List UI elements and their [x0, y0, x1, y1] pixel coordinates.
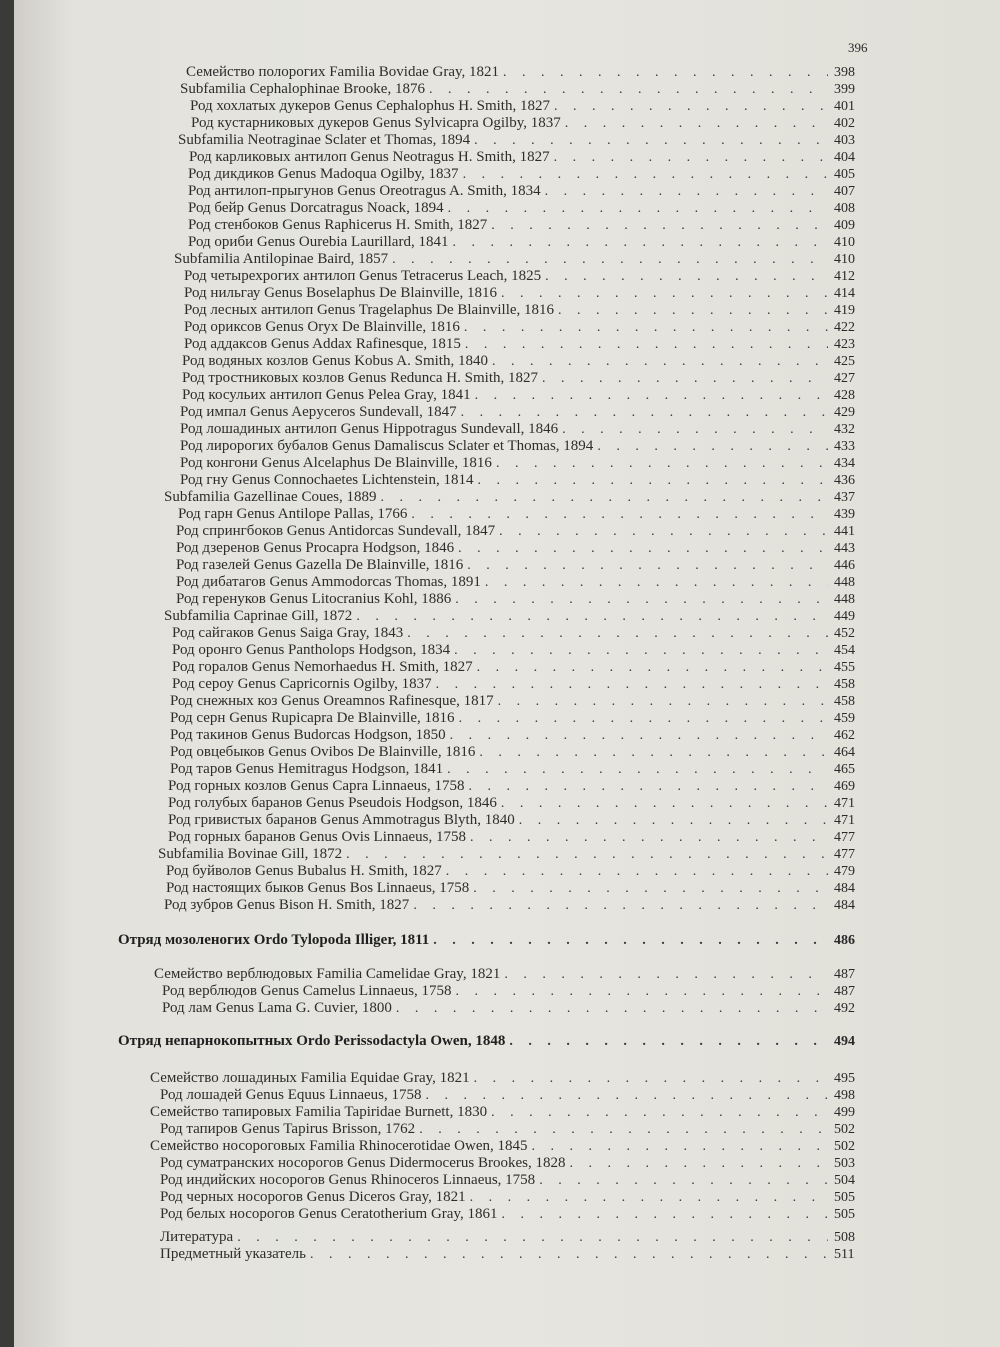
toc-entry-page: 505: [834, 1190, 855, 1205]
toc-entry-page: 446: [834, 558, 855, 573]
toc-entry: [166, 880, 874, 897]
toc-entry-title: Семейство верблюдовых Familia Camelidae Gray, 1821: [154, 966, 501, 982]
toc-entry: [150, 1138, 874, 1155]
toc-entry-page: 503: [834, 1156, 855, 1171]
dot-leader: [450, 727, 828, 744]
toc-entry: [180, 421, 874, 438]
toc-entry-page: 508: [834, 1230, 855, 1245]
dot-leader: [463, 166, 828, 183]
toc-entry: [174, 251, 874, 268]
toc-entry: [182, 387, 874, 404]
toc-entry-page: 455: [834, 660, 855, 675]
toc-entry-title: Род голубых баранов Genus Pseudois Hodgson, 1846: [168, 795, 497, 811]
dot-leader: [455, 591, 828, 608]
toc-entry-title: Род спрингбоков Genus Antidorcas Sundevall, 1847: [176, 523, 496, 539]
dot-leader: [501, 285, 828, 302]
toc-entry-page: 499: [834, 1105, 855, 1120]
toc-entry-page: 443: [834, 541, 855, 556]
dot-leader: [492, 353, 828, 370]
dot-leader: [461, 404, 828, 421]
toc-entry-title: Семейство полорогих Familia Bovidae Gray, 1821: [186, 64, 500, 80]
dot-leader: [532, 1138, 829, 1155]
toc-entry-title: Род антилоп-прыгунов Genus Oreotragus A. Smith, 1834: [188, 183, 541, 199]
toc-entry-page: 477: [834, 847, 855, 862]
toc-entry-page: 498: [834, 1088, 855, 1103]
toc-entry-page: 423: [834, 337, 855, 352]
dot-leader: [468, 778, 828, 795]
toc-entry: [180, 81, 874, 98]
toc-entry-page: 448: [834, 575, 855, 590]
dot-leader: [470, 829, 828, 846]
dot-leader: [419, 1121, 828, 1138]
toc-entry-title: Род четырехрогих антилоп Genus Tetracerus Leach, 1825: [184, 268, 542, 284]
toc-entry-title: Род снежных коз Genus Oreamnos Rafinesque, 1817: [170, 693, 494, 709]
toc-entry: [189, 149, 874, 166]
toc-entry-page: 469: [834, 779, 855, 794]
toc-entry-page: 414: [834, 286, 855, 301]
dot-leader: [545, 268, 828, 285]
toc-entry-page: 434: [834, 456, 855, 471]
dot-leader: [597, 438, 828, 455]
toc-entry-page: 449: [834, 609, 855, 624]
dot-leader: [562, 421, 828, 438]
toc-entry: [188, 166, 874, 183]
book-page: [14, 0, 1000, 1347]
dot-leader: [477, 472, 828, 489]
toc-entry: [160, 1246, 874, 1263]
toc-entry-page: 471: [834, 796, 855, 811]
toc-entry-title: Род суматранских носорогов Genus Didermocerus Brookes, 1828: [160, 1155, 566, 1171]
toc-entry-title: Род лиророгих бубалов Genus Damaliscus Sclater et Thomas, 1894: [180, 438, 594, 454]
toc-entry-title: Род тапиров Genus Tapirus Brisson, 1762: [160, 1121, 416, 1137]
toc-entry-page: 462: [834, 728, 855, 743]
toc-entry-page: 452: [834, 626, 855, 641]
toc-entry: [160, 1189, 874, 1206]
toc-entry: [164, 608, 874, 625]
dot-leader: [433, 932, 828, 949]
toc-entry-page: 502: [834, 1122, 855, 1137]
toc-entry-title: Род верблюдов Genus Camelus Linnaeus, 1758: [162, 983, 452, 999]
dot-leader: [473, 880, 828, 897]
toc-entry-title: Род буйволов Genus Bubalus H. Smith, 1827: [166, 863, 442, 879]
dot-leader: [458, 540, 828, 557]
toc-entry-title: Род серн Genus Rupicapra De Blainville, 1816: [170, 710, 455, 726]
toc-entry: [160, 1229, 874, 1246]
toc-entry: [186, 64, 874, 81]
dot-leader: [454, 642, 828, 659]
toc-entry: [188, 200, 874, 217]
toc-entry: [180, 472, 874, 489]
toc-entry: [162, 983, 874, 1000]
toc-entry-title: Род косульих антилоп Genus Pelea Gray, 1841: [182, 387, 471, 403]
toc-entry-title: Род лошадей Genus Equus Linnaeus, 1758: [160, 1087, 422, 1103]
toc-entry: [176, 574, 874, 591]
dot-leader: [475, 387, 828, 404]
dot-leader: [407, 625, 828, 642]
toc-entry-title: Род оронго Genus Pantholops Hodgson, 1834: [172, 642, 451, 658]
dot-leader: [539, 1172, 828, 1189]
toc-entry: [160, 1087, 874, 1104]
dot-leader: [565, 115, 828, 132]
dot-leader: [459, 710, 828, 727]
toc-entry-page: 432: [834, 422, 855, 437]
toc-entry: [168, 778, 874, 795]
toc-entry-title: Subfamilia Antilopinae Baird, 1857: [174, 251, 389, 267]
toc-entry-title: Род кустарниковых дукеров Genus Sylvicapra Ogilby, 1837: [191, 115, 561, 131]
toc-entry-title: Род гну Genus Connochaetes Lichtenstein, 1814: [180, 472, 474, 488]
dot-leader: [448, 200, 828, 217]
toc-entry-title: Subfamilia Gazellinae Coues, 1889: [164, 489, 377, 505]
toc-entry-title: Род зубров Genus Bison H. Smith, 1827: [164, 897, 410, 913]
toc-entry-page: 504: [834, 1173, 855, 1188]
toc-entry-page: 486: [834, 933, 855, 948]
dot-leader: [499, 523, 828, 540]
toc-entry-page: 492: [834, 1001, 855, 1016]
toc-entry-title: Род хохлатых дукеров Genus Cephalophus H. Smith, 1827: [190, 98, 550, 114]
toc-entry: [176, 591, 874, 608]
toc-entry: [154, 966, 874, 983]
toc-entry-page: 458: [834, 694, 855, 709]
dot-leader: [446, 863, 828, 880]
dot-leader: [509, 1033, 828, 1050]
toc-entry: [184, 319, 874, 336]
toc-entry-page: 433: [834, 439, 855, 454]
toc-entry: [188, 217, 874, 234]
toc-entry-title: Род горных козлов Genus Capra Linnaeus, 1758: [168, 778, 465, 794]
dot-leader: [498, 693, 828, 710]
dot-leader: [503, 64, 828, 81]
toc-entry-page: 484: [834, 881, 855, 896]
toc-entry-title: Род конгони Genus Alcelaphus De Blainville, 1816: [180, 455, 492, 471]
toc-entry-page: 441: [834, 524, 855, 539]
toc-entry-title: Род овцебыков Genus Ovibos De Blainville, 1816: [170, 744, 476, 760]
toc-entry: [180, 438, 874, 455]
toc-entry-page: 425: [834, 354, 855, 369]
toc-entry-title: Род лошадиных антилоп Genus Hippotragus Sundevall, 1846: [180, 421, 559, 437]
toc-entry: [184, 302, 874, 319]
toc-order-entry: [118, 1033, 874, 1050]
dot-leader: [485, 574, 828, 591]
toc-entry-page: 427: [834, 371, 855, 386]
toc-entry-page: 419: [834, 303, 855, 318]
dot-leader: [310, 1246, 828, 1263]
top-page-number: 396: [848, 40, 868, 55]
dot-leader: [542, 370, 828, 387]
toc-entry-page: 408: [834, 201, 855, 216]
toc-entry: [164, 897, 874, 914]
toc-entry-title: Род дибатагов Genus Ammodorcas Thomas, 1891: [176, 574, 481, 590]
toc-entry-title: Род дзеренов Genus Procapra Hodgson, 1846: [176, 540, 455, 556]
toc-entry: [170, 744, 874, 761]
toc-entry-page: 403: [834, 133, 855, 148]
toc-entry-title: Род белых носорогов Genus Ceratotherium Gray, 1861: [160, 1206, 498, 1222]
toc-order-entry: [118, 932, 874, 949]
toc-entry-title: Семейство лошадиных Familia Equidae Gray, 1821: [150, 1070, 470, 1086]
dot-leader: [470, 1189, 828, 1206]
toc-entry-title: Род аддаксов Genus Addax Rafinesque, 1815: [184, 336, 461, 352]
dot-leader: [464, 319, 828, 336]
toc-entry-page: 471: [834, 813, 855, 828]
dot-leader: [491, 217, 828, 234]
toc-entry: [160, 1155, 874, 1172]
toc-entry-page: 484: [834, 898, 855, 913]
toc-entry-page: 428: [834, 388, 855, 403]
toc-entry-title: Род водяных козлов Genus Kobus A. Smith, 1840: [182, 353, 488, 369]
toc-entry-title: Род настоящих быков Genus Bos Linnaeus, 1758: [166, 880, 470, 896]
dot-leader: [396, 1000, 828, 1017]
toc-entry-page: 458: [834, 677, 855, 692]
toc-entry-page: 429: [834, 405, 855, 420]
toc-entry-page: 410: [834, 252, 855, 267]
toc-entry-title: Род геренуков Genus Litocranius Kohl, 1886: [176, 591, 452, 607]
toc-entry: [184, 285, 874, 302]
toc-entry-page: 399: [834, 82, 855, 97]
toc-entry-title: Subfamilia Caprinae Gill, 1872: [164, 608, 353, 624]
toc-entry: [160, 1206, 874, 1223]
dot-leader: [554, 149, 828, 166]
toc-entry: [182, 370, 874, 387]
dot-leader: [456, 983, 828, 1000]
toc-entry-page: 412: [834, 269, 855, 284]
toc-entry-title: Род лесных антилоп Genus Tragelaphus De Blainville, 1816: [184, 302, 555, 318]
toc-entry: [172, 625, 874, 642]
dot-leader: [501, 1206, 828, 1223]
toc-entry-page: 398: [834, 65, 855, 80]
toc-entry-title: Род карликовых антилоп Genus Neotragus H. Smith, 1827: [189, 149, 550, 165]
toc-entry-page: 464: [834, 745, 855, 760]
toc-entry-title: Род черных носорогов Genus Diceros Gray, 1821: [160, 1189, 466, 1205]
dot-leader: [380, 489, 828, 506]
dot-leader: [501, 795, 828, 812]
toc-entry-title: Subfamilia Cephalophinae Brooke, 1876: [180, 81, 425, 97]
toc-entry: [168, 812, 874, 829]
toc-entry-title: Отряд непарнокопытных Ordo Perissodactyla Owen, 1848: [118, 1033, 506, 1049]
toc-entry-title: Subfamilia Bovinae Gill, 1872: [158, 846, 343, 862]
toc-entry: [162, 1000, 874, 1017]
dot-leader: [504, 966, 828, 983]
toc-entry-title: Литература: [160, 1229, 234, 1245]
toc-entry: [184, 336, 874, 353]
toc-entry-page: 502: [834, 1139, 855, 1154]
toc-entry-page: 505: [834, 1207, 855, 1222]
toc-entry-title: Род тростниковых козлов Genus Redunca H. Smith, 1827: [182, 370, 538, 386]
dot-leader: [569, 1155, 828, 1172]
dot-leader: [474, 132, 828, 149]
toc-entry-title: Род стенбоков Genus Raphicerus H. Smith, 1827: [188, 217, 488, 233]
toc-entry-page: 477: [834, 830, 855, 845]
toc-entry: [180, 404, 874, 421]
toc-entry: [191, 115, 874, 132]
toc-entry: [170, 710, 874, 727]
dot-leader: [447, 761, 828, 778]
toc-entry-page: 437: [834, 490, 855, 505]
toc-entry-title: Subfamilia Neotraginae Sclater et Thomas, 1894: [178, 132, 471, 148]
toc-entry: [180, 455, 874, 472]
dot-leader: [474, 1070, 828, 1087]
toc-entry-title: Предметный указатель: [160, 1246, 306, 1262]
toc-entry: [150, 1070, 874, 1087]
toc-entry: [150, 1104, 874, 1121]
dot-leader: [413, 897, 828, 914]
toc-entry: [168, 795, 874, 812]
toc-entry-page: 410: [834, 235, 855, 250]
toc-entry: [164, 489, 874, 506]
toc-entry: [172, 676, 874, 693]
toc-entry-title: Семейство тапировых Familia Tapiridae Burnett, 1830: [150, 1104, 488, 1120]
dot-leader: [237, 1229, 828, 1246]
toc-entry-page: 459: [834, 711, 855, 726]
toc-entry-title: Род импал Genus Aepyceros Sundevall, 1847: [180, 404, 457, 420]
dot-leader: [496, 455, 828, 472]
toc-entry-page: 407: [834, 184, 855, 199]
toc-entry: [172, 642, 874, 659]
toc-entry-page: 448: [834, 592, 855, 607]
toc-entry: [190, 98, 874, 115]
toc-entry-title: Род нильгау Genus Boselaphus De Blainville, 1816: [184, 285, 497, 301]
toc-entry-page: 454: [834, 643, 855, 658]
toc-entry-title: Род горных баранов Genus Ovis Linnaeus, 1758: [168, 829, 467, 845]
toc-entry: [160, 1121, 874, 1138]
toc-entry-page: 494: [834, 1034, 855, 1049]
toc-entry: [176, 557, 874, 574]
dot-leader: [426, 1087, 829, 1104]
toc-entry-page: 487: [834, 984, 855, 999]
dot-leader: [477, 659, 828, 676]
toc-entry: [188, 234, 874, 251]
toc-entry-page: 409: [834, 218, 855, 233]
toc-entry-page: 465: [834, 762, 855, 777]
toc-entry-title: Род гривистых баранов Genus Ammotragus Blyth, 1840: [168, 812, 515, 828]
dot-leader: [467, 557, 828, 574]
dot-leader: [519, 812, 828, 829]
toc-entry-title: Род дикдиков Genus Madoqua Ogilby, 1837: [188, 166, 459, 182]
dot-leader: [436, 676, 828, 693]
toc-entry-title: Род таров Genus Hemitragus Hodgson, 1841: [170, 761, 444, 777]
toc-entry-title: Семейство носороговых Familia Rhinocerotidae Owen, 1845: [150, 1138, 528, 1154]
toc-entry-title: Род сайгаков Genus Saiga Gray, 1843: [172, 625, 404, 641]
toc-entry: [158, 846, 874, 863]
toc-entry: [184, 268, 874, 285]
toc-entry: [166, 863, 874, 880]
toc-entry: [160, 1172, 874, 1189]
dot-leader: [479, 744, 828, 761]
toc-entry-title: Род сероу Genus Capricornis Ogilby, 1837: [172, 676, 432, 692]
toc-entry-page: 439: [834, 507, 855, 522]
toc-entry: [170, 693, 874, 710]
toc-entry: [176, 523, 874, 540]
dot-leader: [545, 183, 828, 200]
toc-entry-title: Род горалов Genus Nemorhaedus H. Smith, 1827: [172, 659, 473, 675]
toc-entry-title: Отряд мозоленогих Ordo Tylopoda Illiger, 1811: [118, 932, 430, 948]
toc-entry: [170, 727, 874, 744]
dot-leader: [465, 336, 828, 353]
toc-entry-page: 479: [834, 864, 855, 879]
toc-entry-page: 402: [834, 116, 855, 131]
toc-entry-title: Род гарн Genus Antilope Pallas, 1766: [178, 506, 408, 522]
toc-entry-page: 487: [834, 967, 855, 982]
toc-entry-page: 404: [834, 150, 855, 165]
toc-entry: [168, 829, 874, 846]
toc-entry: [170, 761, 874, 778]
toc-entry-title: Род лам Genus Lama G. Cuvier, 1800: [162, 1000, 392, 1016]
dot-leader: [346, 846, 828, 863]
dot-leader: [411, 506, 828, 523]
toc-entry-page: 401: [834, 99, 855, 114]
toc-entry: [178, 506, 874, 523]
dot-leader: [554, 98, 828, 115]
toc-entry: [176, 540, 874, 557]
toc-entry: [182, 353, 874, 370]
dot-leader: [452, 234, 828, 251]
toc-entry-page: 511: [834, 1247, 855, 1262]
toc-entry: [178, 132, 874, 149]
toc-entry: [188, 183, 874, 200]
toc-entry-page: 405: [834, 167, 855, 182]
toc-entry-title: Род газелей Genus Gazella De Blainville, 1816: [176, 557, 464, 573]
toc-entry-title: Род такинов Genus Budorcas Hodgson, 1850: [170, 727, 446, 743]
toc-entry-title: Род бейр Genus Dorcatragus Noack, 1894: [188, 200, 444, 216]
dot-leader: [429, 81, 828, 98]
dot-leader: [491, 1104, 828, 1121]
toc-entry: [172, 659, 874, 676]
dot-leader: [356, 608, 828, 625]
toc-entry-page: 436: [834, 473, 855, 488]
toc-entry-page: 495: [834, 1071, 855, 1086]
toc-entry-title: Род ориксов Genus Oryx De Blainville, 1816: [184, 319, 460, 335]
dot-leader: [392, 251, 828, 268]
toc-entry-page: 422: [834, 320, 855, 335]
dot-leader: [558, 302, 828, 319]
toc-entry-title: Род индийских носорогов Genus Rhinoceros Linnaeus, 1758: [160, 1172, 536, 1188]
toc-entry-title: Род ориби Genus Ourebia Laurillard, 1841: [188, 234, 449, 250]
